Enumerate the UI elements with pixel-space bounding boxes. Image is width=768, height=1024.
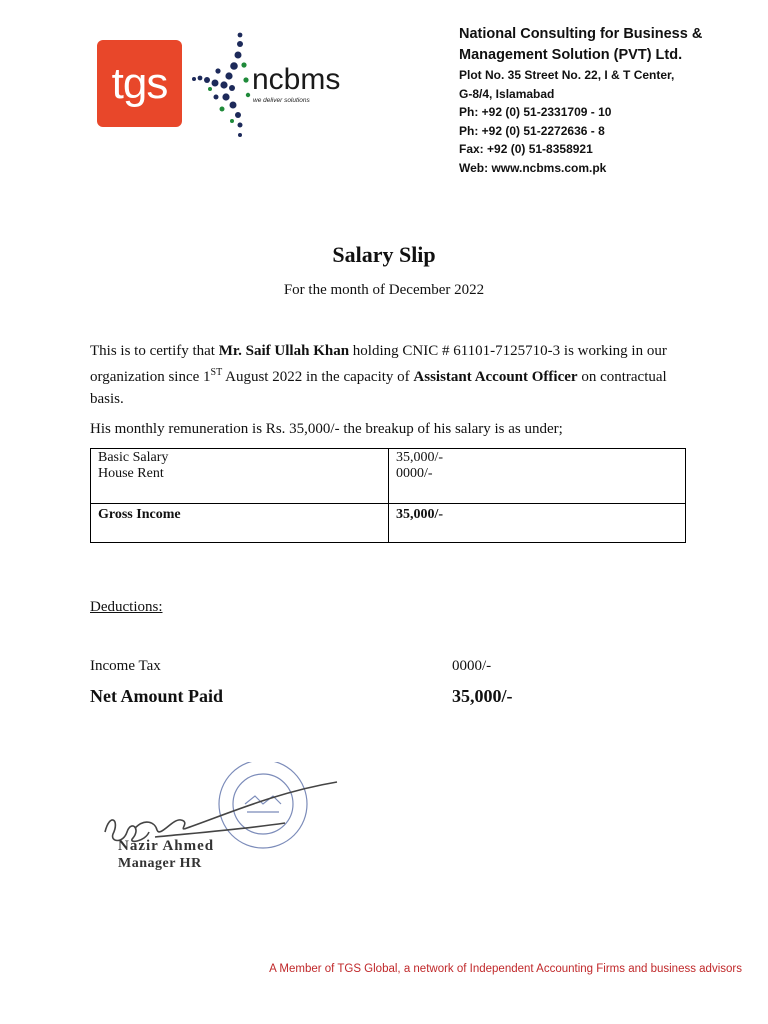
basic-salary-value: 35,000/-: [396, 450, 444, 465]
company-name-line1: National Consulting for Business &: [459, 26, 703, 42]
gross-income-value: 35,000/-: [389, 504, 686, 543]
address-line1: Plot No. 35 Street No. 22, I & T Center,: [459, 68, 675, 82]
slip-month: For the month of December 2022: [283, 282, 485, 298]
phone-line2: Ph: +92 (0) 51-2272636 - 8: [459, 123, 605, 138]
ncbms-dots-logo-icon: [188, 25, 258, 145]
ncbms-tagline: we deliver solutions: [253, 97, 310, 104]
deductions-heading: Deductions:: [90, 599, 163, 615]
net-amount-label: Net Amount Paid: [90, 686, 224, 706]
footer-note: A Member of TGS Global, a network of Independent Accounting Firms and business advisors: [269, 963, 742, 975]
cert-mid3: August 2022 in the capacity of: [222, 369, 414, 385]
basis-line: basis.: [90, 391, 124, 407]
earning-labels-cell: [91, 449, 389, 504]
ncbms-brand-name: ncbms: [252, 63, 341, 96]
page-title: Salary Slip: [332, 242, 436, 267]
basic-salary-label: Basic Salary: [98, 450, 169, 465]
fax-line: Fax: +92 (0) 51-8358921: [459, 142, 593, 156]
income-tax-label: Income Tax: [90, 658, 161, 674]
address-line2: G-8/4, Islamabad: [459, 86, 555, 101]
cert-prefix: This is to certify that: [90, 343, 219, 359]
salary-breakup-table: [90, 448, 686, 543]
web-line: Web: www.ncbms.com.pk: [459, 160, 607, 175]
company-address-block: [459, 24, 759, 177]
table-row: [91, 449, 686, 504]
net-amount-value: 35,000/-: [452, 686, 513, 706]
cert-mid2: organization since 1: [90, 369, 211, 385]
company-name-line2: Management Solution (PVT) Ltd.: [459, 47, 683, 63]
signer-title: Manager HR: [118, 856, 202, 871]
signer-name: Nazir Ahmed: [118, 838, 215, 854]
certification-paragraph: [90, 341, 690, 387]
table-row: [91, 504, 686, 543]
phone-line1: Ph: +92 (0) 51-2331709 - 10: [459, 105, 612, 119]
cert-end: on contractual: [577, 369, 667, 385]
remuneration-line: His monthly remuneration is Rs. 35,000/- the breakup of his salary is as under;: [90, 421, 563, 437]
date-suffix: ST: [210, 367, 223, 378]
employee-name: Mr. Saif Ullah Khan: [218, 343, 350, 359]
designation: Assistant Account Officer: [413, 369, 578, 385]
earning-values-cell: [389, 449, 686, 504]
house-rent-label: House Rent: [98, 466, 164, 481]
gross-income-label: Gross Income: [91, 504, 389, 543]
income-tax-value: 0000/-: [452, 658, 492, 674]
cert-mid1: holding CNIC # 61101-7125710-3 is working in our: [349, 343, 667, 359]
tgs-logo: tgs: [97, 40, 182, 127]
house-rent-value: 0000/-: [396, 466, 433, 481]
